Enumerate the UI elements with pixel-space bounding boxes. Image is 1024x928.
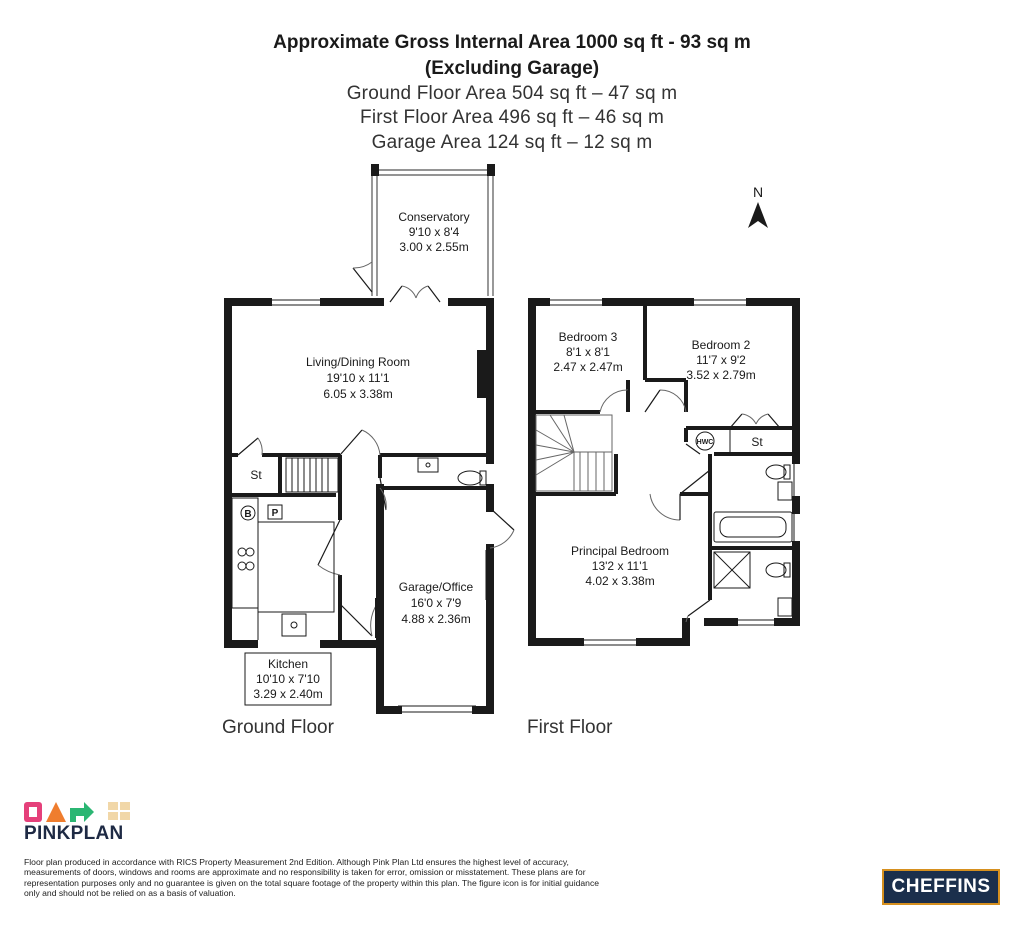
area-subtitle: (Excluding Garage) <box>424 58 600 79</box>
living-imperial: 19'10 x 11'1 <box>326 371 390 385</box>
first-store-label: St <box>751 435 763 449</box>
bedroom3-imperial: 8'1 x 8'1 <box>566 345 610 359</box>
first-floor-stairs <box>536 415 612 491</box>
ground-floor-stairs <box>286 458 338 492</box>
ground-store-label: St <box>250 468 262 482</box>
ground-floor-area: Ground Floor Area 504 sq ft – 47 sq m <box>346 83 678 104</box>
garage-metric: 4.88 x 2.36m <box>401 612 471 626</box>
area-title: Approximate Gross Internal Area 1000 sq ft - 93 sq m <box>273 32 751 53</box>
first-floor-area: First Floor Area 496 sq ft – 46 sq m <box>360 107 664 128</box>
boiler-icon <box>241 506 255 520</box>
svg-text:B: B <box>244 509 252 520</box>
bedroom3-metric: 2.47 x 2.47m <box>553 360 623 374</box>
kitchen-imperial: 10'10 x 7'10 <box>256 672 320 686</box>
garage-imperial: 16'0 x 7'9 <box>410 596 462 610</box>
ground-floor-title: Ground Floor <box>222 717 334 738</box>
hwc-icon <box>696 432 714 450</box>
pinkplan-logo-text: PINKPLAN <box>24 823 124 844</box>
bedroom-2-label <box>686 338 755 382</box>
principal-imperial: 13'2 x 11'1 <box>591 559 649 573</box>
svg-text:P: P <box>271 508 279 519</box>
conservatory-imperial: 9'10 x 8'4 <box>408 225 460 239</box>
conservatory-metric: 3.00 x 2.55m <box>399 240 469 254</box>
principal-name: Principal Bedroom <box>570 544 670 558</box>
conservatory-label <box>398 210 469 254</box>
garage-area: Garage Area 124 sq ft – 12 sq m <box>371 132 653 153</box>
living-room-label <box>306 355 410 401</box>
principal-bedroom-label <box>571 544 669 588</box>
kitchen-label <box>245 653 331 705</box>
kitchen-name: Kitchen <box>267 657 309 671</box>
living-metric: 6.05 x 3.38m <box>323 387 393 401</box>
agent-logo: CHEFFINS <box>882 869 1000 905</box>
svg-text:HWC: HWC <box>696 439 714 446</box>
first-floor-title: First Floor <box>527 717 613 738</box>
bedroom3-name: Bedroom 3 <box>558 330 618 344</box>
bedroom2-name: Bedroom 2 <box>691 338 751 352</box>
ground-wc-icon <box>418 458 486 485</box>
bedroom2-imperial: 11'7 x 9'2 <box>696 353 746 367</box>
conservatory-name: Conservatory <box>398 210 470 224</box>
living-name: Living/Dining Room <box>305 355 411 369</box>
kitchen-metric: 3.29 x 2.40m <box>253 687 323 701</box>
bedroom-3-label <box>553 330 622 374</box>
north-arrow-icon <box>748 184 768 228</box>
first-floor-bathroom-fittings <box>714 465 792 616</box>
garage-name: Garage/Office <box>398 580 474 594</box>
pantry-icon <box>268 505 282 519</box>
ground-floor-plan <box>228 164 514 712</box>
disclaimer-text: Floor plan produced in accordance with RICS Property Measurement 2nd Edition. Although Pink Plan Ltd ensures the highest level of accuracy, measurements of doors, windows and rooms are approximate and no responsibility is taken for error, omission or misstatement. These plans are for representation purposes only and no guarantee is given on the total square footage of the property within this plan. The figure icon is for initial guidance only and should not be relied on as a basis of valuation. <box>24 857 600 899</box>
garage-label <box>399 580 474 626</box>
bedroom2-metric: 3.52 x 2.79m <box>686 368 756 382</box>
compass-label: N <box>752 184 764 200</box>
principal-metric: 4.02 x 3.38m <box>585 574 655 588</box>
